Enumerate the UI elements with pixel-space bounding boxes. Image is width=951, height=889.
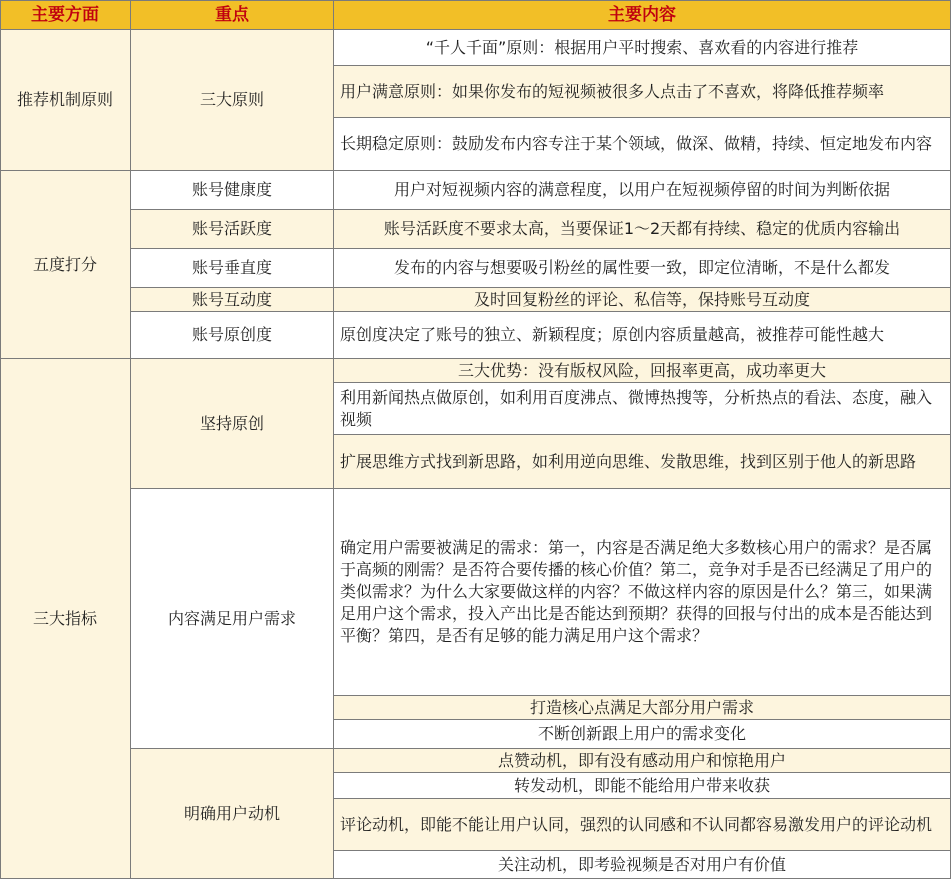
content-cell: 评论动机，即能不能让用户认同，强烈的认同感和不认同都容易激发用户的评论动机 xyxy=(334,799,951,851)
content-cell: 用户对短视频内容的满意程度，以用户在短视频停留的时间为判断依据 xyxy=(334,171,951,210)
header-main-content: 主要内容 xyxy=(334,0,951,30)
table-top-border xyxy=(0,0,951,1)
aspect-three-indicators: 三大指标 xyxy=(0,359,131,879)
key-account-verticality: 账号垂直度 xyxy=(131,249,334,288)
content-cell: 扩展思维方式找到新思路，如利用逆向思维、发散思维，找到区别于他人的新思路 xyxy=(334,435,951,489)
key-account-activity: 账号活跃度 xyxy=(131,210,334,249)
content-cell: “千人千面”原则：根据用户平时搜索、喜欢看的内容进行推荐 xyxy=(334,30,951,66)
content-cell: 及时回复粉丝的评论、私信等，保持账号互动度 xyxy=(334,288,951,312)
content-cell: 原创度决定了账号的独立、新颖程度；原创内容质量越高，被推荐可能性越大 xyxy=(334,312,951,359)
content-cell: 利用新闻热点做原创，如利用百度沸点、微博热搜等，分析热点的看法、态度，融入视频 xyxy=(334,383,951,435)
content-cell: 长期稳定原则：鼓励发布内容专注于某个领域，做深、做精，持续、恒定地发布内容 xyxy=(334,118,951,171)
content-cell: 关注动机，即考验视频是否对用户有价值 xyxy=(334,851,951,879)
key-account-originality: 账号原创度 xyxy=(131,312,334,359)
content-cell: 打造核心点满足大部分用户需求 xyxy=(334,696,951,720)
aspect-five-scores: 五度打分 xyxy=(0,171,131,359)
content-cell: 确定用户需要被满足的需求：第一，内容是否满足绝大多数核心用户的需求？是否属于高频的刚需？是否符合要传播的核心价值？第二，竞争对手是否已经满足了用户的类似需求？为什么大家要做这样的内容？不做这样内容的原因是什么？第三，如果满足用户这个需求，投入产出比是否能达到预期？获得的回报与付出的成本是否能达到平衡？第四，是否有足够的能力满足用户这个需求？ xyxy=(334,489,951,696)
key-account-health: 账号健康度 xyxy=(131,171,334,210)
key-three-principles: 三大原则 xyxy=(131,30,334,171)
content-cell: 点赞动机，即有没有感动用户和惊艳用户 xyxy=(334,749,951,773)
content-cell: 不断创新跟上用户的需求变化 xyxy=(334,720,951,749)
content-cell: 用户满意原则：如果你发布的短视频被很多人点击了不喜欢，将降低推荐频率 xyxy=(334,66,951,118)
content-cell: 转发动机，即能不能给用户带来收获 xyxy=(334,773,951,799)
header-key-point: 重点 xyxy=(131,0,334,30)
key-stay-original: 坚持原创 xyxy=(131,359,334,489)
key-meet-user-needs: 内容满足用户需求 xyxy=(131,489,334,749)
content-cell: 发布的内容与想要吸引粉丝的属性要一致，即定位清晰，不是什么都发 xyxy=(334,249,951,288)
content-cell: 账号活跃度不要求太高，当要保证1～2天都有持续、稳定的优质内容输出 xyxy=(334,210,951,249)
header-aspect: 主要方面 xyxy=(0,0,131,30)
content-cell: 三大优势：没有版权风险，回报率更高，成功率更大 xyxy=(334,359,951,383)
table-left-border xyxy=(0,0,1,879)
key-clear-user-motivation: 明确用户动机 xyxy=(131,749,334,879)
aspect-recommendation-principles: 推荐机制原则 xyxy=(0,30,131,171)
key-account-interaction: 账号互动度 xyxy=(131,288,334,312)
